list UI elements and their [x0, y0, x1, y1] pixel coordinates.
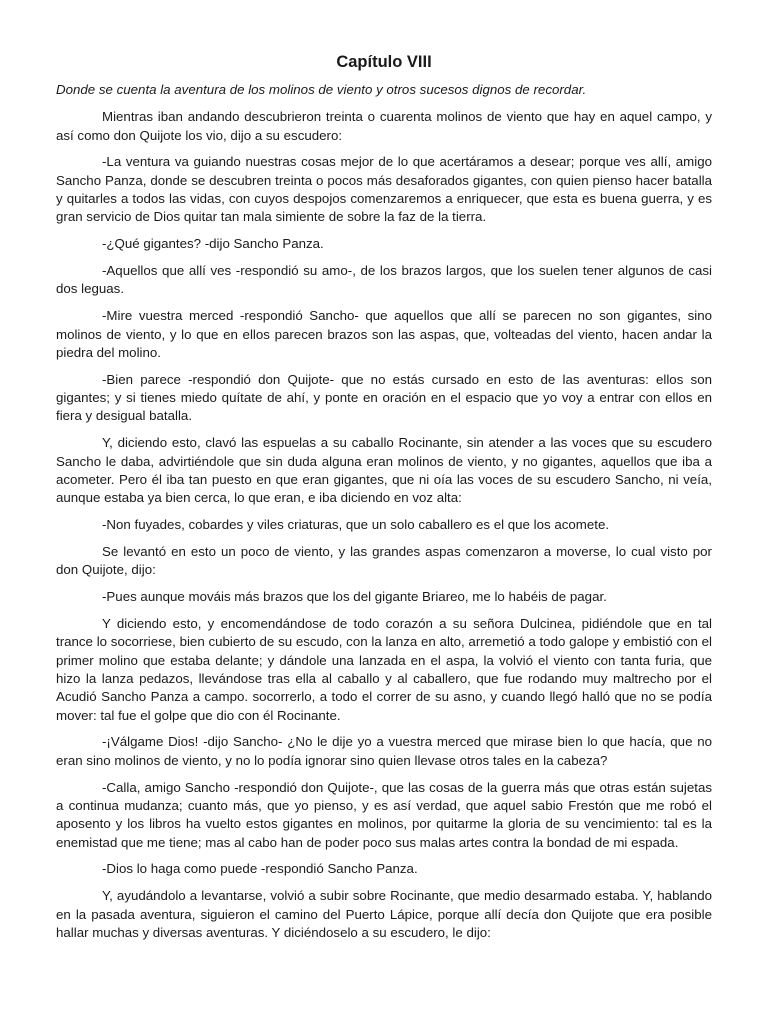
paragraph: Se levantó en esto un poco de viento, y las grandes aspas comenzaron a moverse, lo cual visto por don Quijote, dijo:	[56, 543, 712, 578]
paragraph: Y diciendo esto, y encomendándose de todo corazón a su señora Dulcinea, pidiéndole que en tal trance lo socorriese, bien cubierto de su escudo, con la lanza en alto, arremetió a todo galope y embistió con el primer molino que estaba delante; y dándole una lanzada en el aspa, la volvió el viento con tanta furia, que hizo la lanza pedazos, llevándose tras ella al caballo y al caballero, que fue rodando muy maltrecho por el Acudió Sancho Panza a campo. socorrerlo, a todo el correr de su asno, y cuando llegó halló que no se podía mover: tal fue el golpe que dio con él Rocinante.	[56, 616, 712, 723]
chapter-subtitle: Donde se cuenta la aventura de los molinos de viento y otros sucesos dignos de recordar.	[56, 82, 587, 97]
chapter-body	[56, 108, 712, 942]
paragraph: -Dios lo haga como puede -respondió Sancho Panza.	[102, 861, 418, 877]
document-page	[56, 51, 712, 951]
paragraph: -Bien parece -respondió don Quijote- que no estás cursado en esto de las aventuras: ellos son gigantes; y si tienes miedo quítate de ahí, y ponte en oración en el espacio que yo voy a entrar con ellos en fiera y desigual batalla.	[56, 371, 712, 424]
paragraph: Y, ayudándolo a levantarse, volvió a subir sobre Rocinante, que medio desarmado estaba. Y, hablando en la pasada aventura, siguieron el camino del Puerto Lápice, porque allí decía don Quijote que era posible hallar muchas y diversas aventuras. Y diciéndoselo a su escudero, le dijo:	[56, 888, 712, 940]
paragraph: -Mire vuestra merced -respondió Sancho- que aquellos que allí se parecen no son gigantes, sino molinos de viento, y lo que en ellos parecen brazos son las aspas, que, volteadas del viento, hacen andar la piedra del molino.	[56, 308, 712, 360]
paragraph: -Calla, amigo Sancho -respondió don Quijote-, que las cosas de la guerra más que otras están sujetas a continua mudanza; cuanto más, que yo pienso, y es así verdad, que aquel sabio Frestón que me robó el aposento y los libros ha vuelto estos gigantes en molinos, por quitarme la gloria de su vencimiento: tal es la enemistad que me tiene; mas al cabo han de poder poco sus malas artes contra la bondad de mi espada.	[56, 779, 712, 850]
paragraph: Mientras iban andando descubrieron treinta o cuarenta molinos de viento que hay en aquel campo, y así como don Quijote los vio, dijo a su escudero:	[56, 109, 712, 143]
paragraph: Y, diciendo esto, clavó las espuelas a su caballo Rocinante, sin atender a las voces que su escudero Sancho le daba, advirtiéndole que sin duda alguna eran molinos de viento, y no gigantes, aquellos que iba a acometer. Pero él iba tan puesto en que eran gigantes, que ni oía las voces de su escudero Sancho, ni veía, aunque estaba ya bien cerca, lo que eran, e iba diciendo en voz alta:	[56, 435, 712, 506]
paragraph: -La ventura va guiando nuestras cosas mejor de lo que acertáramos a desear; porque ves allí, amigo Sancho Panza, donde se descubren treinta o pocos más desaforados gigantes, con quien pienso hacer batalla y quitarles a todos las vidas, con cuyos despojos comenzaremos a enriquecer, que esta es buena guerra, y es gran servicio de Dios quitar tan mala simiente de sobre la faz de la tierra.	[56, 154, 712, 225]
paragraph: -¿Qué gigantes? -dijo Sancho Panza.	[102, 236, 324, 252]
paragraph: -Aquellos que allí ves -respondió su amo-, de los brazos largos, que los suelen tener algunos de casi dos leguas.	[56, 263, 712, 297]
paragraph: -Non fuyades, cobardes y viles criaturas, que un solo caballero es el que los acomete.	[102, 517, 610, 533]
paragraph: -¡Válgame Dios! -dijo Sancho- ¿No le dije yo a vuestra merced que mirase bien lo que hacía, que no eran sino molinos de viento, y no lo podía ignorar sino quien llevase otros tales en la cabeza?	[56, 734, 712, 768]
chapter-title: Capítulo VIII	[336, 53, 432, 71]
paragraph: -Pues aunque mováis más brazos que los del gigante Briareo, me lo habéis de pagar.	[102, 589, 607, 605]
